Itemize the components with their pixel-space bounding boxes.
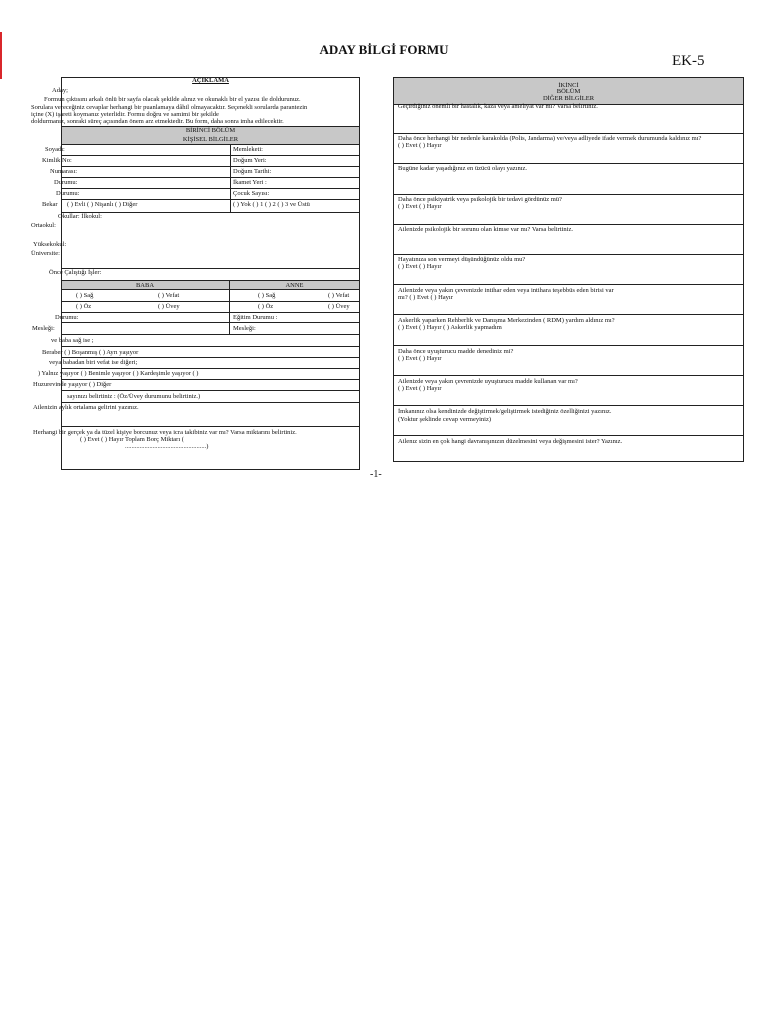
q7-options[interactable]: mı? ( ) Evet ( ) Hayır	[398, 294, 453, 301]
line-sayisi: sayınızı belirtiniz : (Öz/Üvey durumunu belirtiniz.)	[67, 393, 201, 400]
baba-uvey-option[interactable]: ( ) Üvey	[158, 303, 180, 310]
aciklama-header: AÇIKLAMA	[192, 77, 229, 84]
q5-psikolojik-sorun: Ailenizde psikolojik bir sorunu olan kimse var mı? Varsa belirtiniz.	[398, 226, 573, 233]
anne-uvey-option[interactable]: ( ) Üvey	[328, 303, 350, 310]
cocuk-sayisi-options[interactable]: ( ) Yok ( ) 1 ( ) 2 ( ) 3 ve Üstü	[233, 201, 310, 208]
baba-sag-option[interactable]: ( ) Sağ	[76, 292, 94, 299]
line-beraber[interactable]: Beraber ( ) Boşanmış ( ) Ayrı yaşıyor	[42, 349, 139, 356]
field-memleketi: Memleketi:	[233, 146, 263, 153]
field-bekar: Bekar	[42, 201, 58, 208]
line-gelir: Ailenizin aylık ortalama gelirini yazınız.	[33, 404, 139, 411]
diger-bilgiler-label: DİĞER BİLGİLER	[542, 95, 595, 102]
baba-vefat-option[interactable]: ( ) Vefat	[158, 292, 180, 299]
bolum-label: BÖLÜM	[556, 88, 581, 95]
field-soyadi: Soyadı:	[45, 146, 65, 153]
parents-egitim-durumu: Eğitim Durumu :	[233, 314, 278, 321]
baba-meslegi: Mesleği:	[32, 325, 55, 332]
q9-uyusturucu: Daha önce uyuşturucu madde denediniz mi?	[398, 348, 514, 355]
q6-options[interactable]: ( ) Evet ( ) Hayır	[398, 263, 442, 270]
field-durumu: Durumu:	[54, 179, 78, 186]
field-kimlik-no: Kimlik No:	[42, 157, 72, 164]
field-ortaokul: Ortaokul:	[31, 222, 56, 229]
q7-intihar: Ailenizde veya yakın çevrenizde intihar eden veya intihara teşebbüs eden birisi var	[398, 287, 614, 294]
baba-oz-option[interactable]: ( ) Öz	[76, 303, 92, 310]
q11-note: (Yoktur şeklinde cevap vermeyiniz)	[398, 416, 492, 423]
field-okullar-ilkokul: Okullar: İlkokul:	[58, 213, 102, 220]
field-universite: Üniversite:	[31, 250, 60, 257]
anne-header: ANNE	[285, 282, 304, 289]
line-borc-secenek[interactable]: ( ) Evet ( ) Hayır Toplam Borç Miktarı (	[80, 436, 184, 443]
q4-options[interactable]: ( ) Evet ( ) Hayır	[398, 203, 442, 210]
anne-sag-option[interactable]: ( ) Sağ	[258, 292, 276, 299]
aciklama-line-5: doldurmanız, sonraki süreç açısından önem arz etmektedir. Bu form, daha sonra imha edilecektir.	[31, 118, 284, 125]
q6-hayata-son: Hayatınıza son vermeyi düşündüğünüz oldu mu?	[398, 256, 526, 263]
field-onceki-isler: Önce Çalıştığı İşler:	[49, 269, 102, 276]
line-anne-baba-sag: ve baba sağ ise ;	[51, 337, 94, 344]
aciklama-line-3: Sorulara vereceğiniz cevaplar herhangi bir puanlamaya dâhil olmayacaktır. Seçenekli sorularda parantezin	[31, 104, 308, 111]
field-numarasi: Numarası:	[50, 168, 78, 175]
q3-uzucu-olay: Bugüne kadar yaşadığınız en üzücü olayı yazınız.	[398, 165, 528, 172]
page-number: -1-	[370, 469, 382, 480]
q8-options[interactable]: ( ) Evet ( ) Hayır ( ) Askerlik yapmadım	[398, 324, 502, 331]
anne-meslegi: Mesleği:	[233, 325, 256, 332]
q11-degistirmek: İmkanınız olsa kendinizde değiştirmek/geliştirmek istediğiniz özelliğinizi yazınız.	[398, 408, 612, 415]
q10-aile-uyusturucu: Ailenizde veya yakın çevrenizde uyuşturucu madde kullanan var mı?	[398, 378, 578, 385]
birinci-bolum-label: BİRİNCİ BÖLÜM	[185, 127, 236, 134]
aciklama-line-1: Aday;	[52, 87, 68, 94]
q12-davranis: Ailenız sizin en çok hangi davranışınızın düzelmesini veya değişmesini ister? Yazınız.	[398, 438, 623, 445]
q10-options[interactable]: ( ) Evet ( ) Hayır	[398, 385, 442, 392]
line-borc-soru: Herhangi bir gerçek ya da tüzel kişiye borcunuz veya icra takibiniz var mı? Varsa miktarını belirtiniz.	[33, 429, 297, 436]
line-yalniz[interactable]: ) Yalnız yaşıyor ( ) Benimle yaşıyor ( ) Kardeşimle yaşıyor ( )	[38, 370, 199, 377]
parents-durumu: Durumu:	[55, 314, 79, 321]
anne-vefat-option[interactable]: ( ) Vefat	[328, 292, 350, 299]
field-ikamet-yeri: İkamet Yeri :	[233, 179, 267, 186]
q1-hastalik: Geçirdiğiniz önemli bir hastalık, kaza veya ameliyat var mı? Varsa belirtiniz.	[398, 103, 598, 110]
field-dogum-tarihi: Doğum Tarihi:	[233, 168, 272, 175]
kisisel-bilgiler-label: KİŞİSEL BİLGİLER	[182, 136, 239, 143]
line-veya: veya babadan biri vefat ise diğeri;	[49, 359, 138, 366]
q4-psikiyatrik: Daha önce psikiyatrik veya psikolojik bir tedavi gördünüz mü?	[398, 196, 562, 203]
aciklama-line-4: içine (X) işareti koymanız yeterlidir. Formu doğru ve samimi bir şekilde	[31, 111, 219, 118]
ek-label: EK-5	[672, 53, 705, 69]
field-dogum-yeri: Doğum Yeri:	[233, 157, 267, 164]
form-title: ADAY BİLGİ FORMU	[319, 42, 449, 57]
q8-rdm: Askerlik yaparken Rehberlik ve Danışma Merkezinden ( RDM) yardım aldınız mı?	[398, 317, 615, 324]
q2-karakol: Daha önce herhangi bir nedenle karakolda (Polis, Jandarma) ve/veya adliyede ifade vermek durumunda kaldınız mı?	[398, 135, 702, 142]
field-yuksekokul: Yüksekokul:	[33, 241, 67, 248]
ikinci-label: İKİNCİ	[558, 82, 579, 89]
q9-options[interactable]: ( ) Evet ( ) Hayır	[398, 355, 442, 362]
line-huzurevi[interactable]: Huzurevinde yaşıyor ( ) Diğer	[33, 381, 112, 388]
baba-header: BABA	[135, 282, 155, 289]
field-cocuk-sayisi: Çocuk Sayısı:	[233, 190, 270, 197]
field-durumu-2: Durumu:	[56, 190, 80, 197]
aciklama-line-2: Formun çıktısını arkalı önlü bir sayfa olacak şekilde alınız ve okunaklı bir el yazısı ile doldurunuz.	[44, 96, 301, 103]
line-borc-miktar: ..................................................)	[125, 443, 209, 450]
anne-oz-option[interactable]: ( ) Öz	[258, 303, 274, 310]
medeni-hal-options[interactable]: ( ) Evli ( ) Nişanlı ( ) Diğer	[67, 201, 138, 208]
q2-options[interactable]: ( ) Evet ( ) Hayır	[398, 142, 442, 149]
